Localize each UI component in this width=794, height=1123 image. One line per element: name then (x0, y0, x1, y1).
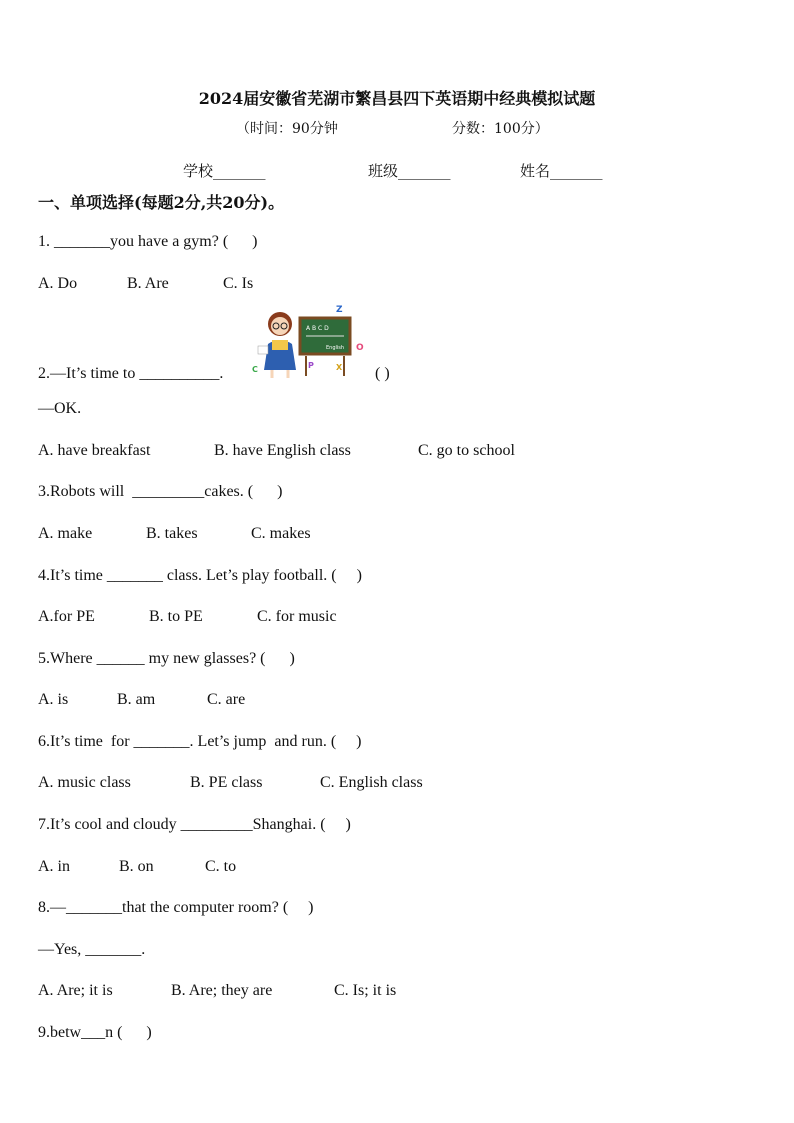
option-a[interactable]: A. is (38, 691, 69, 708)
letter-p: P (308, 361, 314, 370)
option-c[interactable]: C. Is (223, 275, 254, 292)
question-6: 6.It’s time for _______. Let’s jump and run. ( ) (38, 733, 362, 750)
question-2-answer-bracket: ( ) (375, 365, 390, 382)
letter-x: X (336, 363, 343, 372)
option-b[interactable]: B. have English class (214, 442, 351, 459)
option-c[interactable]: C. English class (320, 774, 423, 791)
option-b[interactable]: B. on (119, 858, 154, 875)
board-letters: A B C D (306, 325, 329, 332)
page-title: 2024届安徽省芜湖市繁昌县四下英语期中经典模拟试题 (198, 89, 596, 108)
question-8-reply: —Yes, _______. (38, 941, 146, 958)
question-2-reply: —OK. (38, 400, 82, 417)
question-1: 1. _______you have a gym? ( ) (38, 233, 258, 250)
option-c[interactable]: C. go to school (418, 442, 515, 459)
option-b[interactable]: B. Are (127, 275, 169, 292)
option-c[interactable]: C. Is; it is (334, 982, 397, 999)
school-field[interactable]: 学校_______ (183, 162, 266, 180)
option-a[interactable]: A. Are; it is (38, 982, 113, 999)
option-a[interactable]: A. music class (38, 774, 131, 791)
board-word: English (326, 345, 345, 351)
teacher-blackboard-illustration (250, 304, 368, 380)
question-7: 7.It’s cool and cloudy _________Shanghai. ( ) (38, 816, 351, 833)
option-b[interactable]: B. takes (146, 525, 198, 542)
question-4: 4.It’s time _______ class. Let’s play football. ( ) (38, 567, 362, 584)
option-b[interactable]: B. am (117, 691, 156, 708)
question-9: 9.betw___n ( ) (38, 1024, 152, 1041)
exam-meta (236, 118, 576, 138)
letter-c: C (252, 365, 258, 374)
section-heading: 一、单项选择(每题2分,共20分)。 (38, 193, 285, 212)
question-2: 2.—It’s time to __________. (38, 365, 224, 382)
option-c[interactable]: C. to (205, 858, 237, 875)
option-c[interactable]: C. for music (257, 608, 337, 625)
option-a[interactable]: A. make (38, 525, 93, 542)
option-b[interactable]: B. PE class (190, 774, 263, 791)
name-field[interactable]: 姓名_______ (520, 162, 603, 180)
option-a[interactable]: A. Do (38, 275, 78, 292)
option-b[interactable]: B. Are; they are (171, 982, 273, 999)
class-field[interactable]: 班级_______ (368, 162, 451, 180)
exam-score: 分数：100分） (452, 121, 549, 137)
option-a[interactable]: A.for PE (38, 608, 95, 625)
letter-z: Z (336, 305, 343, 315)
option-c[interactable]: C. are (207, 691, 246, 708)
book-icon (258, 346, 268, 354)
option-b[interactable]: B. to PE (149, 608, 203, 625)
question-8: 8.—_______that the computer room? ( ) (38, 899, 314, 916)
question-3: 3.Robots will _________cakes. ( ) (38, 483, 283, 500)
question-5: 5.Where ______ my new glasses? ( ) (38, 650, 295, 667)
exam-time: （时间：90分钟 (236, 121, 338, 137)
option-c[interactable]: C. makes (251, 525, 311, 542)
option-a[interactable]: A. in (38, 858, 70, 875)
option-a[interactable]: A. have breakfast (38, 442, 151, 459)
girl-face (271, 317, 289, 335)
letter-o: O (356, 343, 364, 353)
